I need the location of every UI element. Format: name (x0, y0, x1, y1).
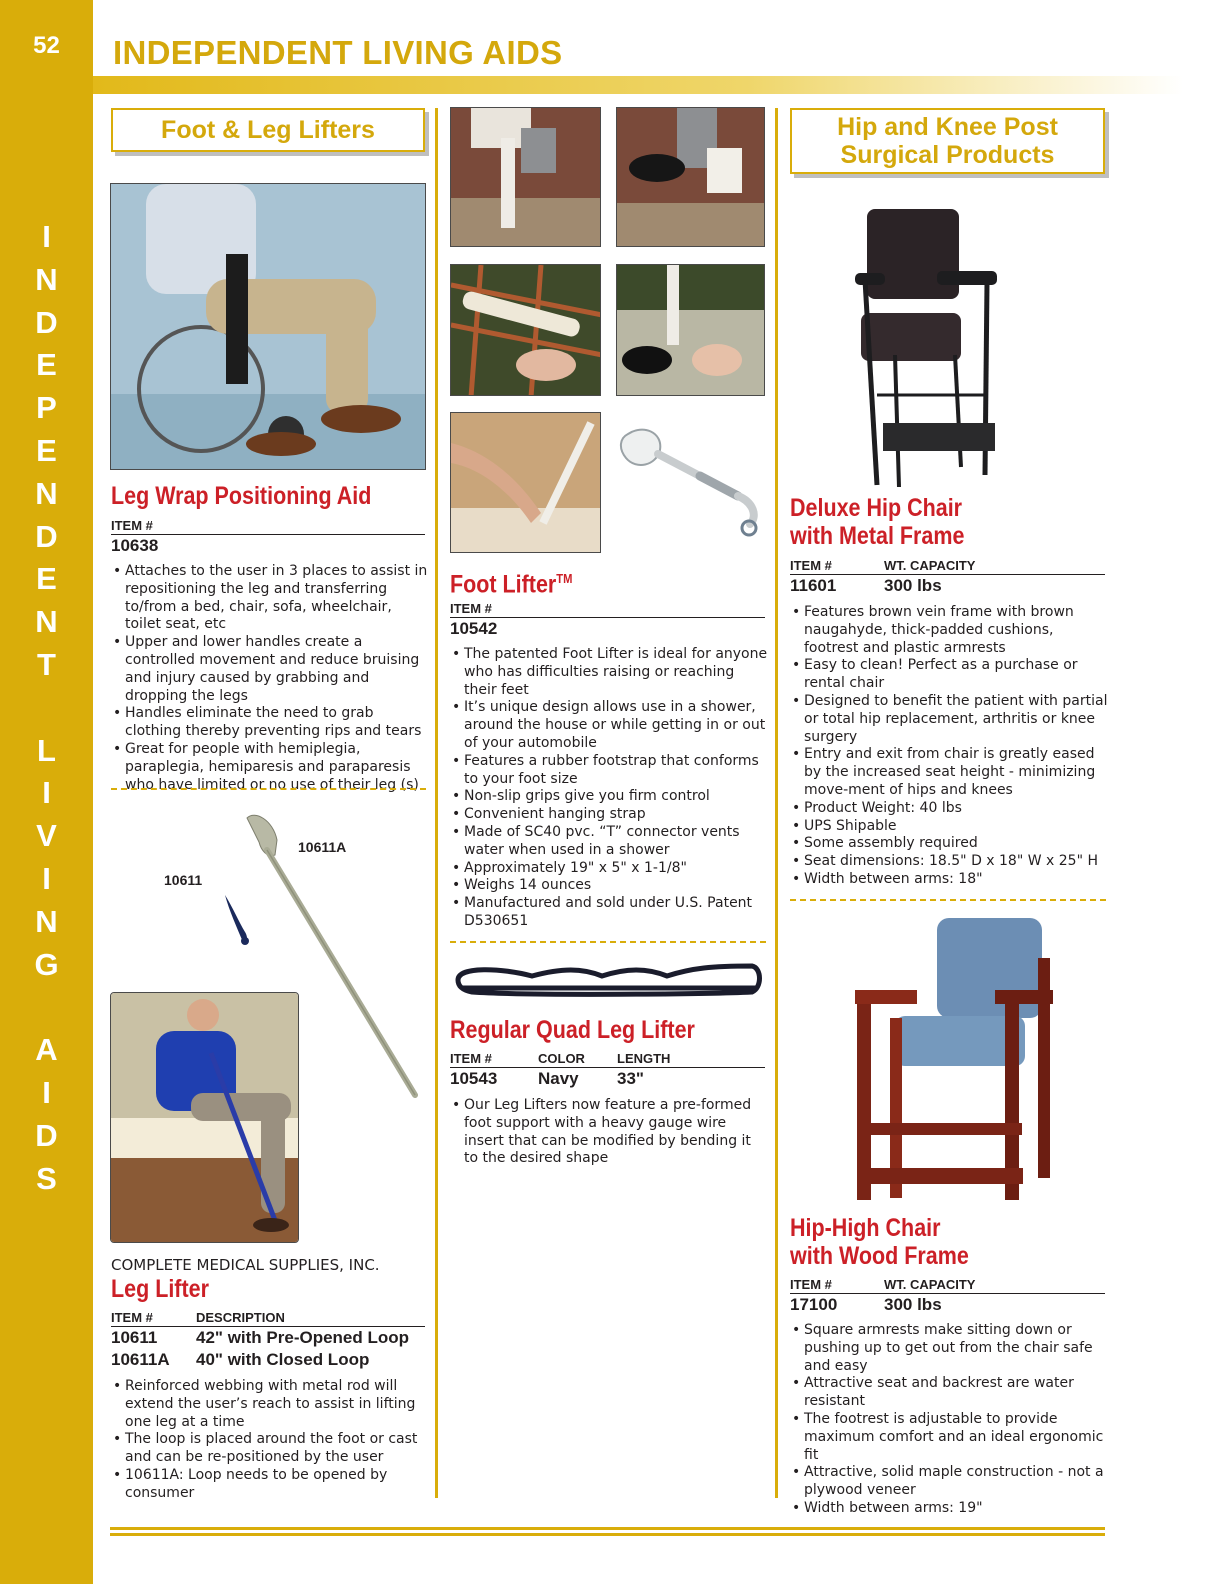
leg-lifter-desc-1: 42" with Pre-Opened Loop (196, 1328, 410, 1347)
foot-lifter-title-text: Foot Lifter (450, 570, 557, 599)
bullet-item: • Reinforced webbing with metal rod will extend the user’s reach to assist in lifting one leg at a time (111, 1378, 429, 1431)
vertical-title-letter: D (35, 518, 58, 554)
vertical-title-letter: I (42, 219, 51, 254)
spec-rule (111, 534, 425, 535)
metal-hip-chair-title (790, 494, 964, 550)
bullet-item: • Weighs 14 ounces (450, 877, 768, 895)
column-divider (775, 108, 778, 1498)
vertical-title-letter: V (36, 818, 57, 854)
bullet-item: • Our Leg Lifters now feature a pre-formed foot support with a heavy gauge wire insert that can be modified by bending it to the desired shape (450, 1097, 768, 1168)
page-number: 52 (33, 32, 60, 59)
section-divider (111, 788, 426, 790)
leg-lifter-photo (110, 992, 299, 1243)
vertical-title-letter: T (37, 646, 56, 682)
wood-hip-chair-title (790, 1214, 969, 1270)
vertical-title-letter: I (42, 775, 51, 811)
leg-lifter-company: COMPLETE MEDICAL SUPPLIES, INC. (111, 1256, 380, 1274)
bullet-item: • Made of SC40 pvc. “T” connector vents water when used in a shower (450, 824, 768, 860)
metal-hip-chair-title-line-2: with Metal Frame (790, 522, 965, 550)
bullet-item: • Square armrests make sitting down or pushing up to get out from the chair safe and easy (790, 1322, 1110, 1375)
vertical-title-letter: N (35, 475, 58, 511)
metal-hip-chair-title-line-1: Deluxe Hip Chair (790, 494, 963, 522)
bullet-item: • Great for people with hemiplegia, paraplegia, hemiparesis and paraparesis who have limited or no use of their leg (s) (111, 741, 429, 794)
bullet-item: • Some assembly required (790, 835, 1108, 853)
hip-chair-item-number: 11601 (790, 576, 837, 595)
spec-rule (111, 1326, 425, 1327)
leg-lifter-item-label: ITEM # (111, 1310, 153, 1325)
vertical-title-letter: E (36, 561, 57, 597)
vertical-title-letter (0, 687, 93, 730)
wood-chair-bullets (790, 1322, 1110, 1518)
page-title: INDEPENDENT LIVING AIDS (113, 34, 563, 71)
quad-color-label: COLOR (538, 1051, 585, 1066)
bullet-item: • Width between arms: 18" (790, 871, 1108, 889)
section-divider (450, 941, 766, 943)
bullet-item: • 10611A: Loop needs to be opened by consumer (111, 1467, 429, 1503)
vertical-title-letter: E (36, 347, 57, 383)
section-heading-line-1: Hip and Knee Post (837, 113, 1058, 141)
footer-rule (110, 1527, 1105, 1530)
footer-rule (110, 1533, 1105, 1536)
bullet-item: • Seat dimensions: 18.5" D x 18" W x 25" H (790, 853, 1108, 871)
bullet-item: • Features brown vein frame with brown naugahyde, thick-padded cushions, footrest and plastic armrests (790, 604, 1108, 657)
vertical-title-letter: L (37, 732, 56, 768)
bullet-item: • Designed to benefit the patient with partial or total hip replacement, arthritis or knee surgery (790, 693, 1108, 746)
vertical-title-letter: A (35, 1032, 58, 1068)
vertical-title-letter: E (36, 432, 57, 468)
leg-lifter-item-2: 10611A (111, 1350, 170, 1369)
vertical-title-letter: N (35, 903, 58, 939)
foot-lifter-item-number: 10542 (450, 619, 498, 638)
quad-item-number: 10543 (450, 1069, 498, 1088)
foot-lifter-item-label: ITEM # (450, 601, 492, 616)
leg-lifter-title: Leg Lifter (111, 1275, 209, 1303)
quad-bullets (450, 1097, 768, 1168)
bullet-item: • Attaches to the user in 3 places to assist in repositioning the leg and transferring to/from a bed, chair, sofa, wheelchair, toilet seat, etc (111, 563, 429, 634)
wood-hip-chair-title-line-1: Hip-High Chair (790, 1214, 941, 1242)
bullet-item: • Attractive seat and backrest are water resistant (790, 1375, 1110, 1411)
leg-lifter-desc-2: 40" with Closed Loop (196, 1350, 370, 1369)
bullet-item: • Convenient hanging strap (450, 806, 768, 824)
hip-chair-capacity: 300 lbs (884, 576, 942, 595)
hip-chair-item-label: ITEM # (790, 558, 832, 573)
quad-leg-lifter-product-image (452, 958, 764, 1002)
wood-chair-capacity: 300 lbs (884, 1295, 942, 1314)
foot-lifter-bullets (450, 646, 768, 931)
spec-rule (790, 1293, 1105, 1294)
spec-rule (790, 574, 1105, 575)
bullet-item: • Manufactured and sold under U.S. Patent D530651 (450, 895, 768, 931)
bullet-item: • Non-slip grips give you firm control (450, 788, 768, 806)
section-heading-foot-leg: Foot & Leg Lifters (111, 108, 425, 152)
foot-lifter-photo-couch-1 (450, 264, 601, 396)
foot-lifter-photo-car-1 (450, 107, 601, 247)
foot-lifter-product-image (618, 424, 768, 540)
leg-wrap-photo (110, 183, 426, 470)
bullet-item: • Features a rubber footstrap that conforms to your foot size (450, 753, 768, 789)
wood-chair-capacity-label: WT. CAPACITY (884, 1277, 976, 1292)
vertical-title-letter (0, 986, 93, 1029)
section-heading-line-2: Surgical Products (840, 141, 1055, 169)
bullet-item: • Attractive, solid maple construction - not a plywood veneer (790, 1464, 1110, 1500)
bullet-item: • Approximately 19" x 5" x 1-1/8" (450, 860, 768, 878)
bullet-item: • Handles eliminate the need to grab clothing thereby preventing rips and tears (111, 705, 429, 741)
bullet-item: • The footrest is adjustable to provide maximum comfort and an ideal ergonomic fit (790, 1411, 1110, 1464)
vertical-title-letter: D (35, 1117, 58, 1153)
wood-chair-item-number: 17100 (790, 1295, 838, 1314)
quad-length: 33" (617, 1069, 644, 1088)
vertical-title-letter: G (34, 946, 59, 982)
side-band (0, 0, 93, 1584)
vertical-title-letter: N (35, 604, 58, 640)
bullet-item: • Easy to clean! Perfect as a purchase or rental chair (790, 657, 1108, 693)
bullet-item: • Upper and lower handles create a controlled movement and reduce bruising and injury caused by grabbing and dropping the legs (111, 634, 429, 705)
column-divider (435, 108, 438, 1498)
wood-hip-chair-title-line-2: with Wood Frame (790, 1242, 969, 1270)
bullet-item: • The loop is placed around the foot or cast and can be re-positioned by the user (111, 1431, 429, 1467)
leg-lifter-label-10611a: 10611A (298, 839, 347, 855)
wood-chair-item-label: ITEM # (790, 1277, 832, 1292)
quad-item-label: ITEM # (450, 1051, 492, 1066)
section-divider (790, 899, 1106, 901)
vertical-title-letter: D (35, 304, 58, 340)
hip-chair-bullets (790, 604, 1108, 889)
vertical-title-letter: N (35, 261, 58, 297)
spec-rule (450, 617, 765, 618)
leg-wrap-item-label: ITEM # (111, 518, 153, 533)
section-heading-hip-knee (790, 108, 1105, 174)
foot-lifter-title (450, 565, 572, 598)
hip-chair-capacity-label: WT. CAPACITY (884, 558, 976, 573)
spec-rule (450, 1067, 765, 1068)
vertical-title-letter: I (42, 1074, 51, 1110)
leg-wrap-title: Leg Wrap Positioning Aid (111, 482, 372, 510)
title-underline (93, 76, 1183, 94)
bullet-item: • Width between arms: 19" (790, 1500, 1110, 1518)
foot-lifter-photo-car-2 (616, 107, 765, 247)
leg-lifter-bullets (111, 1378, 429, 1503)
vertical-section-title (0, 216, 93, 1200)
bullet-item: • The patented Foot Lifter is ideal for anyone who has difficulties raising or reaching their feet (450, 646, 768, 699)
vertical-title-letter: P (36, 390, 57, 426)
quad-color: Navy (538, 1069, 579, 1088)
vertical-title-letter: I (42, 860, 51, 896)
quad-leg-lifter-title: Regular Quad Leg Lifter (450, 1016, 695, 1044)
leg-wrap-bullets (111, 563, 429, 794)
trademark-mark: TM (556, 571, 573, 586)
metal-hip-chair-image (855, 205, 1005, 490)
foot-lifter-photo-couch-2 (616, 264, 765, 396)
quad-length-label: LENGTH (617, 1051, 671, 1066)
wood-hip-chair-image (855, 918, 1055, 1210)
bullet-item: • Entry and exit from chair is greatly eased by the increased seat height - minimizing move-ment of hips and knees (790, 746, 1108, 799)
leg-lifter-desc-label: DESCRIPTION (196, 1310, 285, 1325)
leg-wrap-item-number: 10638 (111, 536, 159, 555)
bullet-item: • UPS Shipable (790, 818, 1108, 836)
bullet-item: • Product Weight: 40 lbs (790, 800, 1108, 818)
leg-lifter-label-10611: 10611 (164, 872, 203, 888)
leg-lifter-item-1: 10611 (111, 1328, 158, 1347)
bullet-item: • It’s unique design allows use in a shower, around the house or while getting in or out of your automobile (450, 699, 768, 752)
vertical-title-letter: S (36, 1160, 57, 1196)
foot-lifter-photo-shower (450, 412, 601, 553)
